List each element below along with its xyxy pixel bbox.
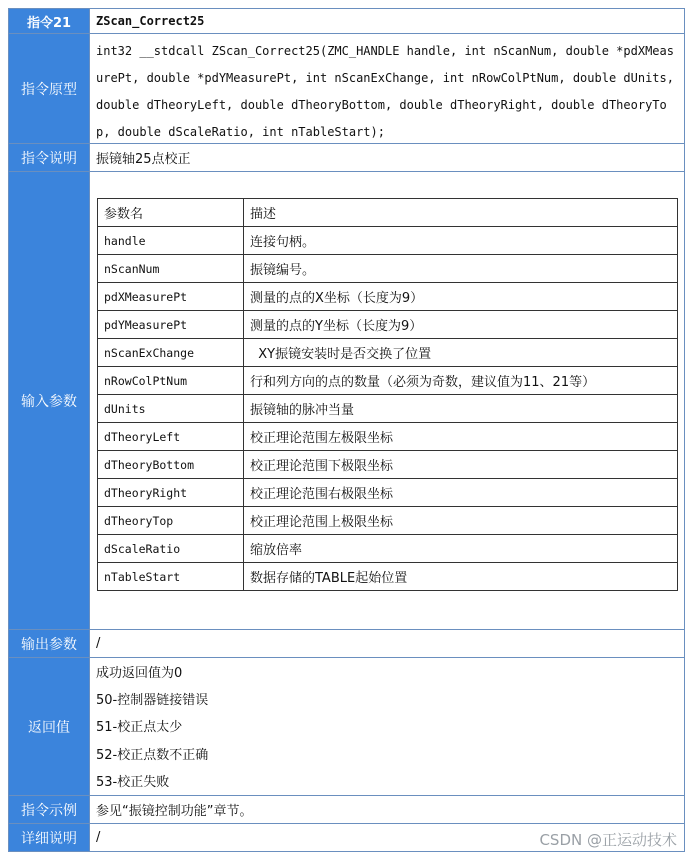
- param-row: [98, 283, 678, 311]
- example-text: 参见“振镜控制功能”章节。: [96, 804, 253, 819]
- param-row: [98, 507, 678, 535]
- returns-row: [8, 658, 685, 796]
- detail-text: /: [96, 830, 101, 845]
- function-name: ZScan_Correct25: [96, 14, 205, 28]
- param-desc: 校正理论范围左极限坐标: [244, 423, 678, 451]
- return-line: 50-控制器链接错误: [96, 693, 209, 709]
- example-label: 指令示例: [9, 796, 90, 823]
- header-row: [8, 8, 685, 34]
- param-desc: 校正理论范围下极限坐标: [244, 451, 678, 479]
- param-row: [98, 451, 678, 479]
- param-desc: 缩放倍率: [244, 535, 678, 563]
- param-desc: 行和列方向的点的数量（必须为奇数，建议值为11、21等）: [244, 367, 678, 395]
- input-row: [8, 172, 685, 630]
- param-desc: 连接句柄。: [244, 227, 678, 255]
- param-name: dUnits: [98, 395, 244, 423]
- param-row: [98, 563, 678, 591]
- param-desc: XY振镜安装时是否交换了位置: [244, 339, 678, 367]
- param-desc: 振镜编号。: [244, 255, 678, 283]
- input-label: 输入参数: [9, 172, 90, 629]
- param-table-wrap: [90, 172, 685, 629]
- return-line: 53-校正失败: [96, 774, 170, 790]
- return-line: 52-校正点数不正确: [96, 747, 209, 763]
- param-table-header: [98, 199, 678, 227]
- prototype-row: [8, 34, 685, 144]
- param-name: nScanExChange: [98, 339, 244, 367]
- param-desc-header: 描述: [244, 199, 678, 227]
- output-row: [8, 630, 685, 658]
- param-row: [98, 395, 678, 423]
- param-name: nRowColPtNum: [98, 367, 244, 395]
- param-name: nTableStart: [98, 563, 244, 591]
- param-name: dScaleRatio: [98, 535, 244, 563]
- param-row: [98, 423, 678, 451]
- param-name-header: 参数名: [98, 199, 244, 227]
- output-label: 输出参数: [9, 630, 90, 657]
- output-text: /: [96, 636, 101, 651]
- param-name: dTheoryRight: [98, 479, 244, 507]
- param-name: dTheoryBottom: [98, 451, 244, 479]
- param-name: dTheoryTop: [98, 507, 244, 535]
- returns-label: 返回值: [9, 658, 90, 795]
- watermark: CSDN @正运动技术: [539, 831, 677, 849]
- param-row: [98, 339, 678, 367]
- returns-list: [90, 658, 684, 795]
- param-name: pdYMeasurePt: [98, 311, 244, 339]
- param-desc: 振镜轴的脉冲当量: [244, 395, 678, 423]
- param-desc: 测量的点的Y坐标（长度为9）: [244, 311, 678, 339]
- param-name: pdXMeasurePt: [98, 283, 244, 311]
- prototype-text: int32 __stdcall ZScan_Correct25(ZMC_HANDLE handle, int nScanNum, double *pdXMeasurePt, double *pdYMeasurePt, int nScanExChange, int nRowColPtNum, double dUnits, double dTheoryLeft, double dTheoryBottom, double dTheoryRight, double dTheoryTop, double dScaleRatio, int nTableStart);: [96, 44, 674, 139]
- instruction-sheet: [8, 8, 685, 852]
- param-name: handle: [98, 227, 244, 255]
- example-row: [8, 796, 685, 824]
- return-line: 51-校正点太少: [96, 720, 183, 736]
- param-row: [98, 479, 678, 507]
- header-label: 指令21: [9, 9, 90, 33]
- prototype-label: 指令原型: [9, 34, 90, 143]
- param-row: [98, 367, 678, 395]
- param-row: [98, 227, 678, 255]
- param-name: nScanNum: [98, 255, 244, 283]
- param-name: dTheoryLeft: [98, 423, 244, 451]
- return-line: 成功返回值为0: [96, 666, 183, 681]
- description-label: 指令说明: [9, 144, 90, 171]
- param-row: [98, 535, 678, 563]
- param-desc: 数据存储的TABLE起始位置: [244, 563, 678, 591]
- param-desc: 测量的点的X坐标（长度为9）: [244, 283, 678, 311]
- description-row: [8, 144, 685, 172]
- param-row: [98, 311, 678, 339]
- detail-label: 详细说明: [9, 824, 90, 851]
- param-desc: 校正理论范围上极限坐标: [244, 507, 678, 535]
- param-desc: 校正理论范围右极限坐标: [244, 479, 678, 507]
- param-table: [97, 198, 678, 591]
- param-row: [98, 255, 678, 283]
- description-text: 振镜轴25点校正: [96, 152, 191, 167]
